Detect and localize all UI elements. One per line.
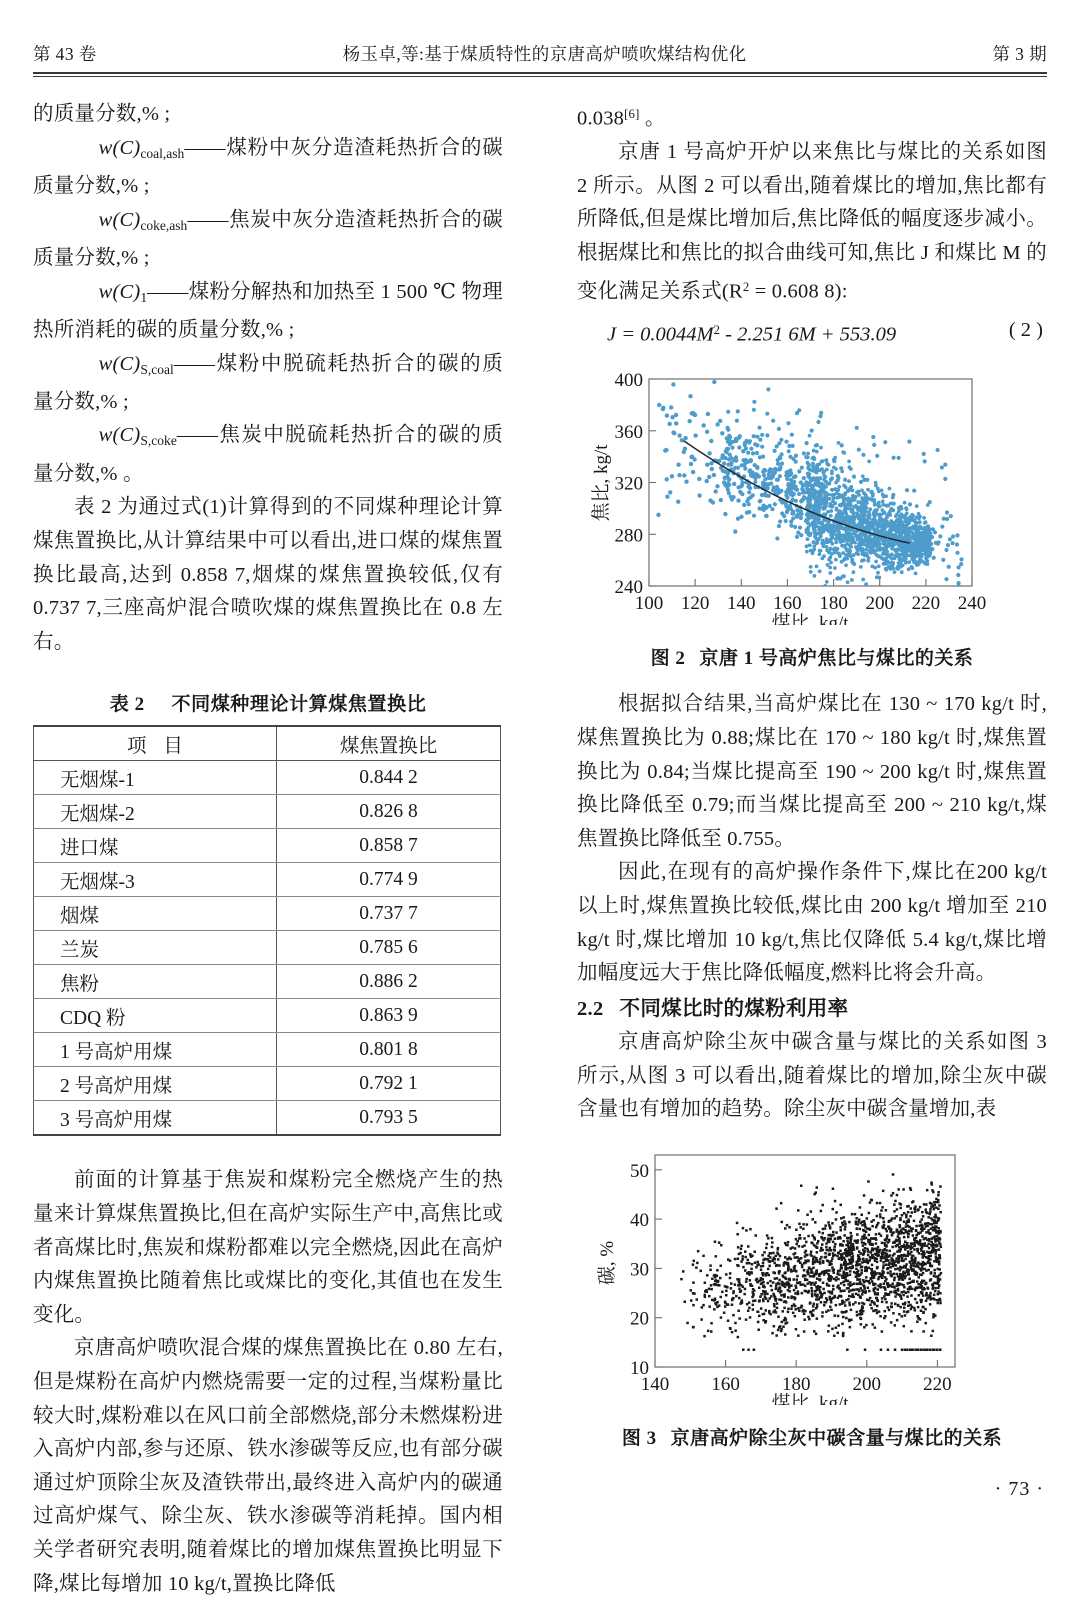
cell-item: 进口煤 xyxy=(34,829,277,863)
cell-item: 无烟煤-2 xyxy=(34,795,277,829)
svg-text:40: 40 xyxy=(630,1210,649,1232)
svg-text:10: 10 xyxy=(630,1358,649,1380)
def-text: ——煤粉分解热和加热至 1 500 ℃ 物理热所消耗的碳的质量分数,% ; xyxy=(33,280,503,341)
figure-2-label: 图 2 xyxy=(650,648,686,670)
svg-text:180: 180 xyxy=(819,593,848,615)
svg-text:200: 200 xyxy=(852,1374,882,1396)
article-title-header: 杨玉卓,等:基于煤质特性的京唐高炉喷吹煤结构优化 xyxy=(342,43,747,64)
section-number: 2.2 xyxy=(577,997,604,1020)
symbol-subscript: S,coal xyxy=(140,361,174,377)
def-text: ——焦炭中灰分造渣耗热折合的碳质量分数,% ; xyxy=(33,208,503,269)
svg-text:30: 30 xyxy=(630,1259,649,1281)
section-title: 不同煤比时的煤粉利用率 xyxy=(619,997,849,1020)
table-coal-replacement-ratio xyxy=(33,725,501,1136)
nomenclature-def-1 xyxy=(33,204,503,276)
figure-2-chart xyxy=(577,367,1047,630)
fig2-ylabel: 焦比, kg/t xyxy=(591,444,612,522)
table-row xyxy=(34,965,501,999)
section-heading-2-2 xyxy=(577,993,1047,1027)
fig2-intro-text: 京唐 1 号高炉开炉以来焦比与煤比的关系如图 2 所示。从图 2 可以看出,随着煤比的增加,焦比都有所降低,但是煤比增加后,焦比降低的幅度逐步减小。根据煤比和焦比的拟合曲线可知,焦比 J 和煤比 M 的变化满足关系式(R xyxy=(577,141,1047,303)
paragraph-after-table-1: 前面的计算基于焦炭和煤粉完全燃烧产生的热量来计算煤焦置换比,但在高炉实际生产中,高焦比或者高煤比时,焦炭和煤粉都难以完全燃烧,因此在高炉内煤焦置换比随着焦比或煤比的变化,其值也在发生变化。 xyxy=(33,1169,503,1326)
symbol-subscript: coal,ash xyxy=(140,145,185,161)
fig2-intro-tail: = 0.608 8): xyxy=(749,280,848,303)
column-header-ratio: 煤焦置换比 xyxy=(277,726,501,761)
table-row xyxy=(34,999,501,1033)
fig3-svg xyxy=(577,1143,1047,1405)
fig2-xlabel: 煤比, kg/t xyxy=(771,613,849,626)
paragraph-fig3-intro: 京唐高炉除尘灰中碳含量与煤比的关系如图 3 所示,从图 3 可以看出,随着煤比的增加,除尘灰中碳含量也有增加的趋势。除尘灰中碳含量增加,表 xyxy=(577,1031,1047,1121)
ref-value: 0.038 xyxy=(577,107,625,130)
svg-text:220: 220 xyxy=(911,593,941,615)
svg-text:360: 360 xyxy=(614,422,643,444)
cell-value: 0.774 9 xyxy=(277,863,501,897)
cell-value: 0.858 7 xyxy=(277,829,501,863)
nomenclature-def-2 xyxy=(33,276,503,348)
cell-item: 无烟煤-3 xyxy=(34,863,277,897)
svg-text:180: 180 xyxy=(781,1374,811,1396)
nomenclature-def-0 xyxy=(33,132,503,204)
left-column xyxy=(33,98,503,1601)
svg-text:200: 200 xyxy=(865,593,894,615)
svg-text:240: 240 xyxy=(957,593,987,615)
table-body xyxy=(34,761,501,1136)
svg-text:160: 160 xyxy=(773,593,802,615)
cell-item: 焦粉 xyxy=(34,965,277,999)
svg-text:120: 120 xyxy=(680,593,710,615)
paragraph-table-intro: 表 2 为通过式(1)计算得到的不同煤种理论计算煤焦置换比,从计算结果中可以看出,进口煤的煤焦置换比最高,达到 0.858 7,烟煤的煤焦置换较低,仅有0.737 7,三座高炉混合喷吹煤的煤焦置换比在 0.8 左右。 xyxy=(33,496,503,653)
fig3-y-tick-labels xyxy=(630,1161,649,1379)
cell-item: 无烟煤-1 xyxy=(34,761,277,795)
cell-item: 2 号高炉用煤 xyxy=(34,1067,277,1101)
svg-text:160: 160 xyxy=(711,1374,740,1396)
fig3-x-tick-labels xyxy=(641,1374,952,1395)
table-caption-text: 不同煤种理论计算煤焦置换比 xyxy=(171,694,427,716)
running-header xyxy=(33,38,1047,68)
table-caption-label: 表 2 xyxy=(109,694,145,716)
cell-item: CDQ 粉 xyxy=(34,999,277,1033)
svg-text:20: 20 xyxy=(630,1308,649,1330)
table-caption xyxy=(33,689,503,716)
svg-text:100: 100 xyxy=(634,593,664,615)
volume-label: 第 43 卷 xyxy=(33,43,97,64)
figure-2 xyxy=(577,367,1047,670)
ref-superscript: [6] xyxy=(624,107,640,121)
figure-2-caption xyxy=(577,643,1047,670)
equation-body: J = 0.0044M xyxy=(607,323,714,346)
cell-value: 0.793 5 xyxy=(277,1101,501,1136)
symbol-w-c-coke-ash: w(C) xyxy=(98,208,141,231)
def-text: ——煤粉中脱硫耗热折合的碳的质量分数,% ; xyxy=(33,352,503,413)
cell-value: 0.801 8 xyxy=(277,1033,501,1067)
table-row xyxy=(34,1101,501,1136)
fig3-ylabel: 碳, % xyxy=(597,1240,618,1286)
svg-text:140: 140 xyxy=(640,1374,670,1396)
fig2-x-tick-labels xyxy=(635,593,987,614)
figure-3-label: 图 3 xyxy=(621,1428,657,1450)
r-squared-exponent: 2 xyxy=(742,279,750,294)
equation-number: ( 2 ) xyxy=(1008,318,1043,341)
cell-value: 0.863 9 xyxy=(277,999,501,1033)
fig2-y-tick-labels xyxy=(615,370,644,598)
table-row xyxy=(34,761,501,795)
paragraph-fit-results: 根据拟合结果,当高炉煤比在 130 ~ 170 kg/t 时,煤焦置换比为 0.88;煤比在 170 ~ 180 kg/t 时,煤焦置换比为 0.84;当煤比提高至 190 ~ 200 kg/t 时,煤焦置换比降低至 0.79;而当煤比提高至 200 ~ 210 kg/t,煤焦置换比降低至 0.755。 xyxy=(577,693,1047,850)
figure-2-caption-text: 京唐 1 号高炉焦比与煤比的关系 xyxy=(699,648,974,670)
table-row xyxy=(34,795,501,829)
nomenclature-def-3 xyxy=(33,348,503,420)
table-row xyxy=(34,897,501,931)
equation-exponent: 2 xyxy=(713,322,720,337)
paragraph-fig2-intro xyxy=(577,136,1047,309)
svg-text:140: 140 xyxy=(727,593,756,615)
symbol-w-c-1: w(C) xyxy=(98,280,141,303)
nomenclature-intro: 的质量分数,% ; xyxy=(33,103,171,125)
figure-3-caption-text: 京唐高炉除尘灰中碳含量与煤比的关系 xyxy=(670,1428,1003,1450)
table-row xyxy=(34,1033,501,1067)
symbol-w-c-s-coke: w(C) xyxy=(98,424,141,447)
reference-continuation xyxy=(577,98,1047,136)
symbol-subscript: S,coke xyxy=(140,433,177,449)
table-header-row xyxy=(34,726,501,761)
header-rule xyxy=(33,72,1047,77)
table-row xyxy=(34,1067,501,1101)
nomenclature-def-4 xyxy=(33,419,503,491)
table-row xyxy=(34,829,501,863)
issue-label: 第 3 期 xyxy=(992,43,1047,64)
fig3-xlabel: 煤比, kg/t xyxy=(771,1393,849,1406)
def-text: ——焦炭中脱硫耗热折合的碳的质量分数,% 。 xyxy=(33,424,503,485)
cell-item: 兰炭 xyxy=(34,931,277,965)
cell-value: 0.785 6 xyxy=(277,931,501,965)
svg-text:50: 50 xyxy=(630,1160,649,1182)
cell-value: 0.844 2 xyxy=(277,761,501,795)
fig2-svg xyxy=(577,367,1047,625)
svg-text:400: 400 xyxy=(614,370,643,392)
svg-text:220: 220 xyxy=(923,1374,952,1396)
ref-tail: 。 xyxy=(639,107,666,130)
right-column xyxy=(577,98,1047,1450)
symbol-subscript: 1 xyxy=(140,289,148,305)
svg-text:280: 280 xyxy=(614,525,643,547)
figure-3-caption xyxy=(577,1423,1047,1450)
symbol-subscript: coke,ash xyxy=(140,217,188,233)
equation-2 xyxy=(577,313,1047,352)
equation-body-2: - 2.251 6M + 553.09 xyxy=(720,323,897,346)
table-row xyxy=(34,863,501,897)
paragraph-after-table-2: 京唐高炉喷吹混合煤的煤焦置换比在 0.80 左右,但是煤粉在高炉内燃烧需要一定的过程,当煤粉量比较大时,煤粉难以在风口前全部燃烧,部分未燃煤粉进入高炉内部,参与还原、铁水渗碳等反应,也有部分碳通过炉顶除尘灰及渣铁带出,最终进入高炉内的碳通过高炉煤气、除尘灰、铁水渗碳等消耗掉。国内相关学者研究表明,随着煤比的增加煤焦置换比明显下降,煤比每增加 10 kg/t,置换比降低 xyxy=(33,1337,503,1595)
table-row xyxy=(34,931,501,965)
cell-item: 烟煤 xyxy=(34,897,277,931)
cell-item: 3 号高炉用煤 xyxy=(34,1101,277,1136)
cell-value: 0.886 2 xyxy=(277,965,501,999)
column-header-item: 项 目 xyxy=(34,726,277,761)
page-number: · 73 · xyxy=(994,1478,1044,1500)
figure-3-chart xyxy=(577,1143,1047,1410)
figure-3 xyxy=(577,1143,1047,1450)
cell-item: 1 号高炉用煤 xyxy=(34,1033,277,1067)
cell-value: 0.826 8 xyxy=(277,795,501,829)
symbol-w-c-s-coal: w(C) xyxy=(98,352,141,375)
cell-value: 0.792 1 xyxy=(277,1067,501,1101)
symbol-w-c-coal-ash: w(C) xyxy=(98,136,141,159)
svg-text:320: 320 xyxy=(614,473,643,495)
svg-text:240: 240 xyxy=(614,577,643,599)
paragraph-conclusion: 因此,在现有的高炉操作条件下,煤比在200 kg/t以上时,煤焦置换比较低,煤比由 200 kg/t 增加至 210 kg/t 时,煤比增加 10 kg/t,焦比仅降低 5.4 kg/t,煤比增加幅度远大于焦比降低幅度,燃料比将会升高。 xyxy=(577,861,1047,985)
cell-value: 0.737 7 xyxy=(277,897,501,931)
def-text: ——煤粉中灰分造渣耗热折合的碳质量分数,% ; xyxy=(33,136,503,197)
